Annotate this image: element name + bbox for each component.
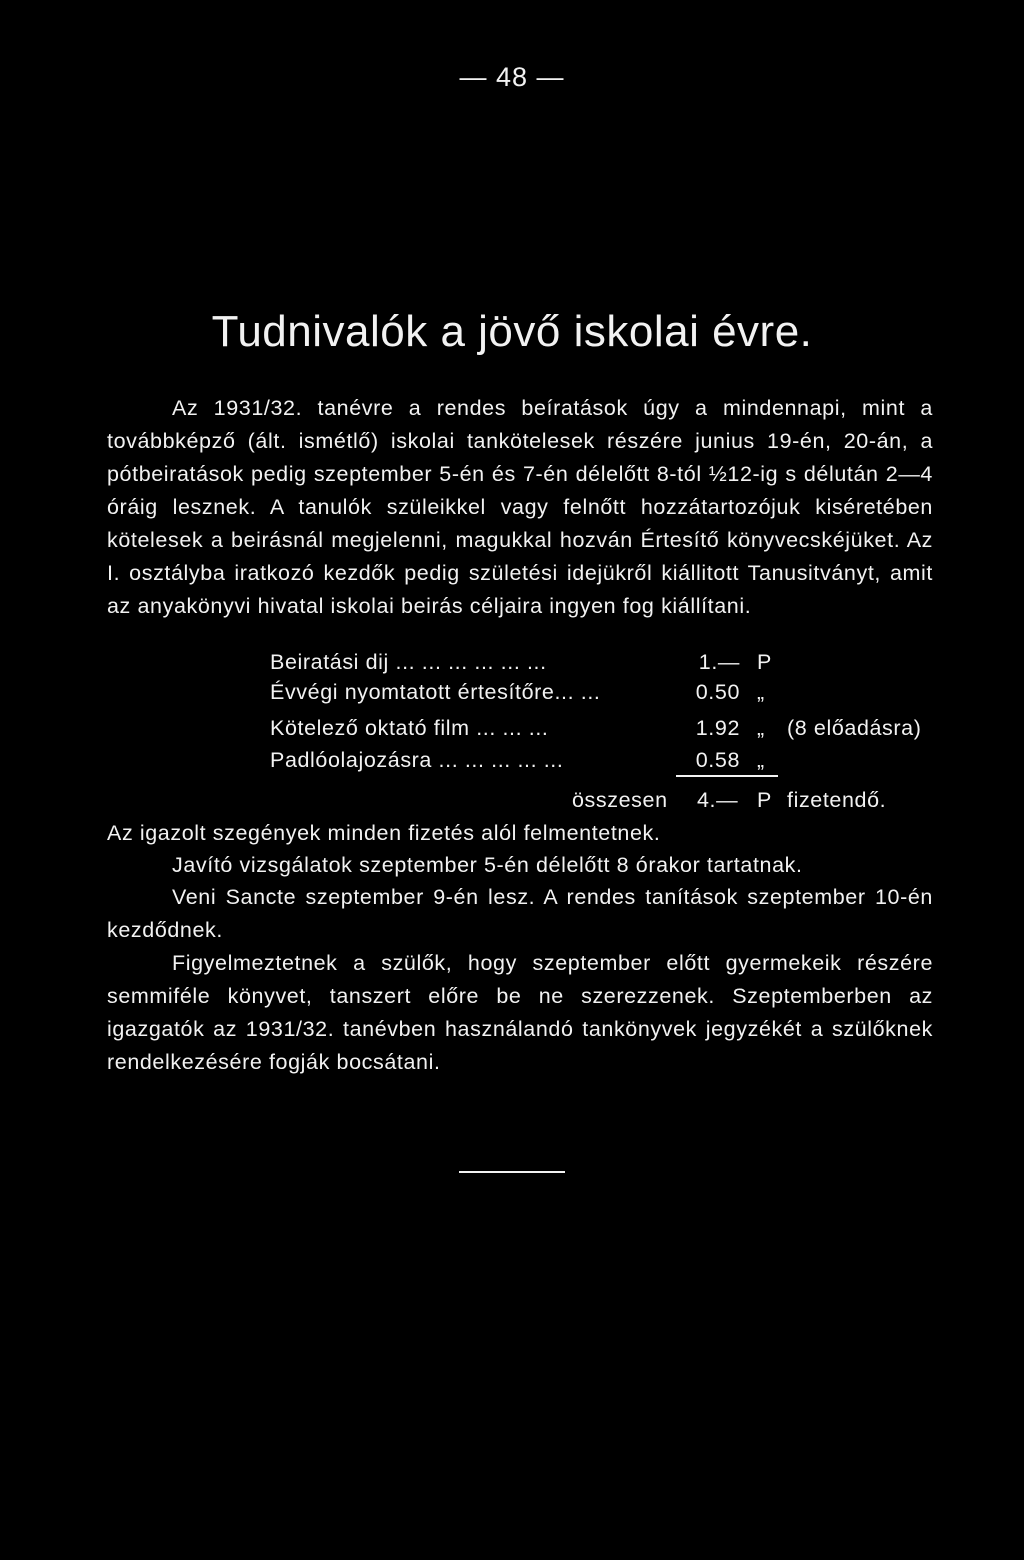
- section-title: Tudnivalók a jövő iskolai évre.: [211, 307, 813, 357]
- exams-paragraph: Javító vizsgálatok szeptember 5-én délelőtt 8 órakor tartatnak.: [172, 853, 803, 877]
- fee-label: Beiratási dij ... ... ... ... ... ...: [270, 650, 547, 674]
- fee-amount: 1.92: [695, 716, 740, 740]
- fee-label: Évvégi nyomtatott értesítőre... ...: [270, 680, 601, 704]
- fee-unit: „: [757, 748, 765, 772]
- fee-row: [0, 712, 1024, 745]
- fee-label: Kötelező oktató film ... ... ...: [270, 716, 549, 740]
- fee-amount: 0.50: [695, 680, 740, 704]
- fee-unit: „: [757, 680, 765, 704]
- total-unit: P: [757, 788, 772, 812]
- fee-unit: „: [757, 716, 765, 740]
- fee-label: Padlóolajozásra ... ... ... ... ...: [270, 748, 564, 772]
- fee-row: [0, 744, 1024, 777]
- enrollment-paragraph: Az 1931/32. tanévre a rendes beíratások úgy a mindennapi, mint a továbbképző (ált. ismétlő) iskolai tankötelesek részére junius 19-én, 20-án, a pótbeiratások pedig szeptember 5-én és 7-én délelőtt 8-tól ½12-ig s délután 2—4 óráig lesznek. A tanulók szüleikkel vagy felnőtt hozzátartozójuk kiséretében kötelesek a beirásnál megjelenni, magukkal hozván Értesítő könyvecskéjüket. Az I. osztályba iratkozó kezdők pedig születési idejükről kiállitott Tanusitványt, amit az anyakönyvi hivatal iskolai beirás céljaira ingyen fog kiállítani.: [107, 396, 933, 618]
- sum-underline: [676, 775, 778, 777]
- fee-row: [0, 676, 1024, 709]
- end-rule: [459, 1171, 565, 1173]
- fee-note: (8 előadásra): [787, 716, 922, 740]
- exemption-paragraph: Az igazolt szegények minden fizetés alól felmentetnek.: [107, 821, 661, 845]
- total-label: összesen: [572, 788, 668, 812]
- total-amount: 4.—: [697, 788, 739, 812]
- veni-sancte-paragraph: Veni Sancte szeptember 9-én lesz. A rendes tanítások szeptember 10-én kezdődnek.: [107, 885, 933, 942]
- fee-amount: 1.—: [698, 650, 740, 674]
- total-suffix: fizetendő.: [787, 788, 887, 812]
- fee-row: [0, 646, 1024, 679]
- fee-amount: 0.58: [695, 748, 740, 772]
- fee-unit: P: [757, 650, 772, 674]
- page-number: — 48 —: [459, 62, 565, 92]
- books-paragraph: Figyelmeztetnek a szülők, hogy szeptember előtt gyermekeik részére semmiféle könyvet, tanszert előre be ne szerezzenek. Szeptemberben az igazgatók az 1931/32. tanévben használandó tankönyvek jegyzékét a szülőknek rendelkezésére fogják bocsátani.: [107, 951, 933, 1074]
- total-row: [0, 784, 1024, 817]
